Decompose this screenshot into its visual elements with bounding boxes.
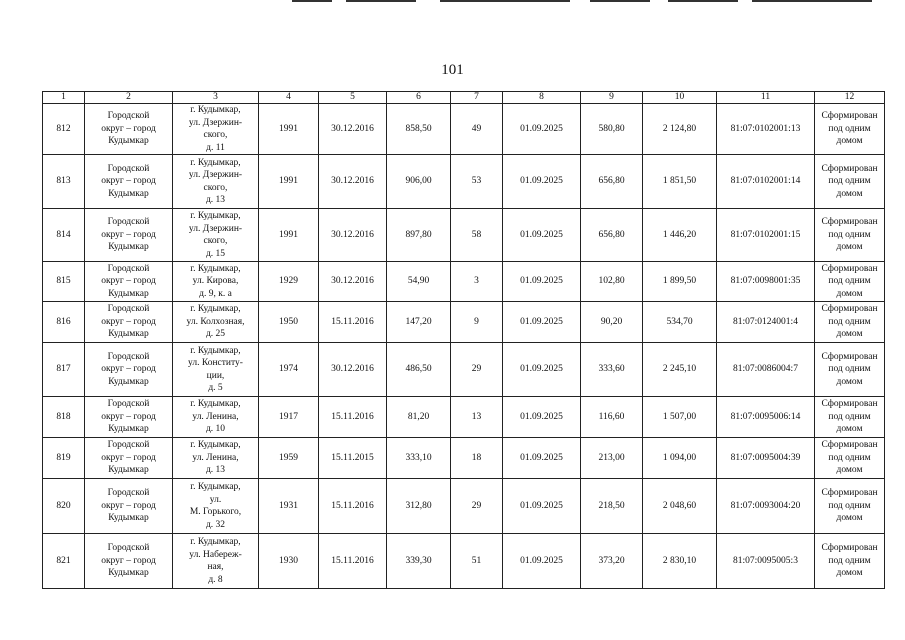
date-cell: 15.11.2015 (319, 438, 387, 479)
value-col10-cell: 2 048,60 (643, 479, 717, 534)
start-date-cell: 01.09.2025 (503, 302, 581, 343)
residents-cell: 3 (451, 262, 503, 302)
value-col9-cell: 102,80 (581, 262, 643, 302)
table-body (43, 104, 885, 589)
residents-cell: 53 (451, 155, 503, 209)
area-cell: 147,20 (387, 302, 451, 343)
column-header: 7 (451, 92, 503, 104)
row-number-cell: 821 (43, 534, 85, 589)
value-col10-cell: 1 851,50 (643, 155, 717, 209)
status-cell: Сформирован под одним домом (815, 397, 885, 438)
row-number-cell: 812 (43, 104, 85, 155)
top-rule-segment (752, 0, 872, 2)
value-col10-cell: 2 124,80 (643, 104, 717, 155)
municipality-cell: Городской округ – город Кудымкар (85, 534, 173, 589)
start-date-cell: 01.09.2025 (503, 438, 581, 479)
year-cell: 1991 (259, 155, 319, 209)
column-header: 10 (643, 92, 717, 104)
municipality-cell: Городской округ – город Кудымкар (85, 438, 173, 479)
residents-cell: 29 (451, 343, 503, 397)
row-number-cell: 819 (43, 438, 85, 479)
start-date-cell: 01.09.2025 (503, 155, 581, 209)
start-date-cell: 01.09.2025 (503, 343, 581, 397)
row-number-cell: 818 (43, 397, 85, 438)
address-cell: г. Кудымкар, ул. Ленина, д. 13 (173, 438, 259, 479)
table-row (43, 104, 885, 155)
table-row (43, 262, 885, 302)
municipality-cell: Городской округ – город Кудымкар (85, 397, 173, 438)
date-cell: 30.12.2016 (319, 104, 387, 155)
year-cell: 1991 (259, 209, 319, 262)
value-col10-cell: 2 830,10 (643, 534, 717, 589)
column-header: 9 (581, 92, 643, 104)
column-header: 5 (319, 92, 387, 104)
address-cell: г. Кудымкар, ул. Дзержин- ского, д. 15 (173, 209, 259, 262)
start-date-cell: 01.09.2025 (503, 397, 581, 438)
table-row (43, 343, 885, 397)
municipality-cell: Городской округ – город Кудымкар (85, 209, 173, 262)
row-number-cell: 814 (43, 209, 85, 262)
year-cell: 1931 (259, 479, 319, 534)
residents-cell: 58 (451, 209, 503, 262)
municipality-cell: Городской округ – город Кудымкар (85, 155, 173, 209)
value-col10-cell: 534,70 (643, 302, 717, 343)
value-col9-cell: 90,20 (581, 302, 643, 343)
table-row (43, 302, 885, 343)
status-cell: Сформирован под одним домом (815, 155, 885, 209)
table-row (43, 155, 885, 209)
status-cell: Сформирован под одним домом (815, 438, 885, 479)
area-cell: 81,20 (387, 397, 451, 438)
area-cell: 897,80 (387, 209, 451, 262)
cadastral-number-cell: 81:07:0095005:3 (717, 534, 815, 589)
start-date-cell: 01.09.2025 (503, 209, 581, 262)
area-cell: 858,50 (387, 104, 451, 155)
value-col10-cell: 1 507,00 (643, 397, 717, 438)
start-date-cell: 01.09.2025 (503, 262, 581, 302)
municipality-cell: Городской округ – город Кудымкар (85, 479, 173, 534)
residents-cell: 51 (451, 534, 503, 589)
table-row (43, 209, 885, 262)
cadastral-number-cell: 81:07:0095004:39 (717, 438, 815, 479)
cadastral-number-cell: 81:07:0086004:7 (717, 343, 815, 397)
address-cell: г. Кудымкар, ул. Колхозная, д. 25 (173, 302, 259, 343)
cadastral-number-cell: 81:07:0095006:14 (717, 397, 815, 438)
row-number-cell: 817 (43, 343, 85, 397)
municipality-cell: Городской округ – город Кудымкар (85, 262, 173, 302)
table-row (43, 479, 885, 534)
value-col10-cell: 2 245,10 (643, 343, 717, 397)
table-row (43, 438, 885, 479)
status-cell: Сформирован под одним домом (815, 209, 885, 262)
cadastral-number-cell: 81:07:0102001:14 (717, 155, 815, 209)
status-cell: Сформирован под одним домом (815, 302, 885, 343)
address-cell: г. Кудымкар, ул. Набереж- ная, д. 8 (173, 534, 259, 589)
top-rule-segment (440, 0, 570, 2)
top-rule-segment (590, 0, 650, 2)
area-cell: 339,30 (387, 534, 451, 589)
value-col10-cell: 1 094,00 (643, 438, 717, 479)
value-col9-cell: 218,50 (581, 479, 643, 534)
column-header: 8 (503, 92, 581, 104)
value-col9-cell: 116,60 (581, 397, 643, 438)
table-row (43, 397, 885, 438)
date-cell: 15.11.2016 (319, 534, 387, 589)
top-rule-segment (292, 0, 332, 2)
registry-table (42, 91, 885, 589)
address-cell: г. Кудымкар, ул. М. Горького, д. 32 (173, 479, 259, 534)
cadastral-number-cell: 81:07:0093004:20 (717, 479, 815, 534)
value-col9-cell: 656,80 (581, 209, 643, 262)
top-rule-segment (668, 0, 738, 2)
row-number-cell: 815 (43, 262, 85, 302)
municipality-cell: Городской округ – город Кудымкар (85, 343, 173, 397)
value-col10-cell: 1 899,50 (643, 262, 717, 302)
status-cell: Сформирован под одним домом (815, 104, 885, 155)
residents-cell: 9 (451, 302, 503, 343)
year-cell: 1974 (259, 343, 319, 397)
page-number: 101 (441, 62, 464, 78)
year-cell: 1917 (259, 397, 319, 438)
year-cell: 1929 (259, 262, 319, 302)
date-cell: 15.11.2016 (319, 397, 387, 438)
address-cell: г. Кудымкар, ул. Дзержин- ского, д. 13 (173, 155, 259, 209)
address-cell: г. Кудымкар, ул. Кирова, д. 9, к. а (173, 262, 259, 302)
address-cell: г. Кудымкар, ул. Дзержин- ского, д. 11 (173, 104, 259, 155)
area-cell: 333,10 (387, 438, 451, 479)
column-header: 4 (259, 92, 319, 104)
column-header: 12 (815, 92, 885, 104)
year-cell: 1930 (259, 534, 319, 589)
address-cell: г. Кудымкар, ул. Ленина, д. 10 (173, 397, 259, 438)
date-cell: 15.11.2016 (319, 479, 387, 534)
cadastral-number-cell: 81:07:0098001:35 (717, 262, 815, 302)
year-cell: 1959 (259, 438, 319, 479)
value-col9-cell: 580,80 (581, 104, 643, 155)
residents-cell: 13 (451, 397, 503, 438)
date-cell: 15.11.2016 (319, 302, 387, 343)
status-cell: Сформирован под одним домом (815, 534, 885, 589)
value-col9-cell: 213,00 (581, 438, 643, 479)
column-header: 2 (85, 92, 173, 104)
value-col10-cell: 1 446,20 (643, 209, 717, 262)
table-row (43, 534, 885, 589)
date-cell: 30.12.2016 (319, 155, 387, 209)
date-cell: 30.12.2016 (319, 343, 387, 397)
table-header (43, 92, 885, 104)
municipality-cell: Городской округ – город Кудымкар (85, 104, 173, 155)
cadastral-number-cell: 81:07:0124001:4 (717, 302, 815, 343)
top-rule-segment (346, 0, 416, 2)
row-number-cell: 820 (43, 479, 85, 534)
date-cell: 30.12.2016 (319, 209, 387, 262)
address-cell: г. Кудымкар, ул. Конститу- ции, д. 5 (173, 343, 259, 397)
cadastral-number-cell: 81:07:0102001:15 (717, 209, 815, 262)
row-number-cell: 813 (43, 155, 85, 209)
start-date-cell: 01.09.2025 (503, 479, 581, 534)
column-header: 1 (43, 92, 85, 104)
value-col9-cell: 656,80 (581, 155, 643, 209)
status-cell: Сформирован под одним домом (815, 262, 885, 302)
municipality-cell: Городской округ – город Кудымкар (85, 302, 173, 343)
column-header: 3 (173, 92, 259, 104)
header-row (43, 92, 885, 104)
start-date-cell: 01.09.2025 (503, 534, 581, 589)
start-date-cell: 01.09.2025 (503, 104, 581, 155)
area-cell: 54,90 (387, 262, 451, 302)
status-cell: Сформирован под одним домом (815, 479, 885, 534)
area-cell: 906,00 (387, 155, 451, 209)
value-col9-cell: 373,20 (581, 534, 643, 589)
area-cell: 486,50 (387, 343, 451, 397)
year-cell: 1991 (259, 104, 319, 155)
residents-cell: 29 (451, 479, 503, 534)
residents-cell: 18 (451, 438, 503, 479)
status-cell: Сформирован под одним домом (815, 343, 885, 397)
column-header: 11 (717, 92, 815, 104)
value-col9-cell: 333,60 (581, 343, 643, 397)
area-cell: 312,80 (387, 479, 451, 534)
year-cell: 1950 (259, 302, 319, 343)
cadastral-number-cell: 81:07:0102001:13 (717, 104, 815, 155)
date-cell: 30.12.2016 (319, 262, 387, 302)
row-number-cell: 816 (43, 302, 85, 343)
residents-cell: 49 (451, 104, 503, 155)
column-header: 6 (387, 92, 451, 104)
